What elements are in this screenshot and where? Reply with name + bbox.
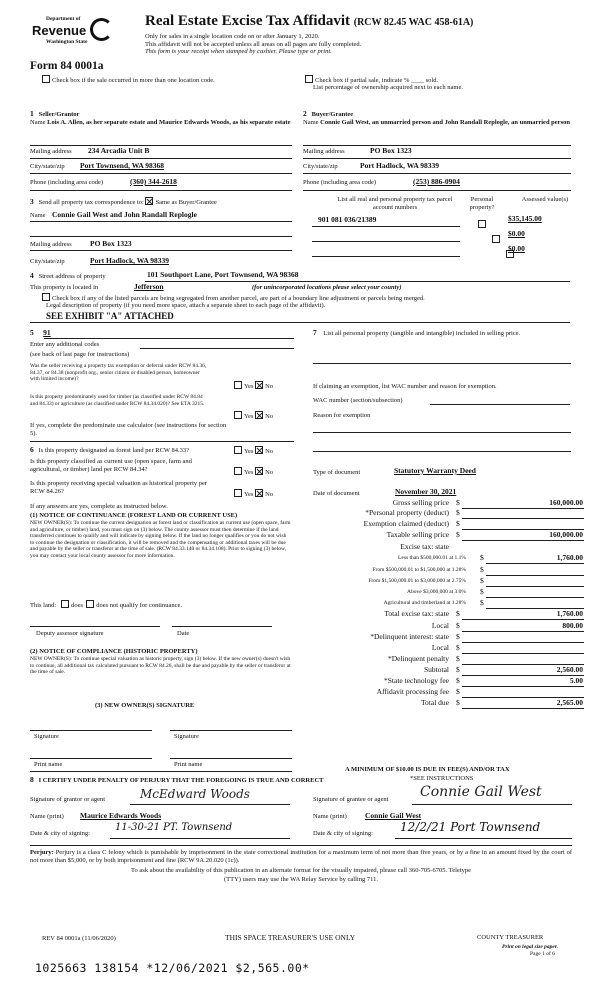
assessed-value-2: $0.00 — [508, 229, 525, 238]
check-segregated-label: Check box if any of the listed parcels are being segregated from another parcel, are part of a boundary line adjustment or parcels being merged. — [52, 295, 425, 302]
s6q2-yes-label: Yes — [244, 469, 254, 476]
notice-1-title: (1) NOTICE OF CONTINUANCE (FOREST LAND OR CURRENT USE) — [30, 512, 238, 519]
section-5-q2-note: If yes, complete the predominate use calculator (see instructions for section 5). — [30, 422, 227, 437]
tax-line-label: Excise tax: state — [400, 542, 449, 551]
located-in-label: This property is located in — [30, 284, 99, 291]
tax-line-label: Total excise tax: state — [384, 609, 449, 618]
section-8-certify: 8 I CERTIFY UNDER PENALTY OF PERJURY THAT THE FOREGOING IS TRUE AND CORRECT — [30, 775, 324, 784]
tax-line-amount: 5.00 — [569, 676, 583, 685]
section-6-q2-answer — [234, 467, 273, 477]
does-not-label: does not qualify for continuance. — [96, 602, 182, 609]
section-6-q3-answer — [234, 489, 273, 499]
buyer-phone-value: (253) 886-0904 — [413, 177, 460, 186]
header-notes — [145, 33, 361, 56]
section-3-city-label: City/state/zip — [30, 258, 65, 265]
doc-type-label: Type of document — [313, 469, 361, 476]
grantor-name-value: Maurice Edwards Woods — [80, 811, 162, 820]
buyer-phone-label: Phone (including area code) — [303, 179, 377, 186]
s6q3-no-label: No — [265, 491, 274, 498]
grantee-name-value: Connie Gail West — [365, 811, 422, 820]
s6q1-yes-checkbox[interactable] — [234, 446, 242, 454]
section-6-q1-answer — [234, 446, 273, 456]
certify-text: I CERTIFY UNDER PENALTY OF PERJURY THAT THE FOREGOING IS TRUE AND CORRECT — [38, 777, 324, 784]
tax-line-label: *Delinquent penalty — [387, 654, 449, 663]
logo-word: Revenue — [32, 23, 87, 38]
deputy-sig-label: Deputy assessor signature — [36, 630, 104, 637]
personal-property-checkbox-1[interactable] — [478, 220, 486, 228]
checkbox-segregated[interactable] — [42, 293, 50, 301]
grantee-signature: Connie Gail West — [420, 784, 542, 800]
q2-yes-checkbox[interactable] — [234, 411, 242, 419]
section-4-row: 4 Street address of property — [30, 271, 106, 280]
same-as-buyer-label: Same as Buyer/Grantee — [155, 199, 217, 206]
dor-logo — [32, 16, 114, 50]
tax-line-amount: 1,760.00 — [556, 553, 583, 562]
header-note-2: This affidavit will not be accepted unless all areas on all pages are fully completed. — [145, 40, 362, 48]
tax-line-label: Local — [431, 643, 449, 652]
parcel-number-1: 901 081 036/21389 — [318, 215, 377, 224]
seller-name-value: Lois A. Allen, as her separate estate and Maurice Edwards Woods, as his separate estate — [47, 119, 291, 126]
assessed-value-col-header: Assessed value(s) — [521, 196, 569, 203]
buyer-city-label: City/state/zip — [303, 163, 338, 170]
section-3-mailing-label: Mailing address — [30, 241, 72, 248]
alt-format-1: To ask about the availability of this publication in an alternate format for the visually impaired, please call 360-705-6705. Teletype — [131, 867, 471, 874]
tax-line-amount: 160,000.00 — [549, 498, 583, 507]
personal-property-checkbox-2[interactable] — [492, 235, 500, 243]
tax-line-amount: 2,565.00 — [556, 698, 583, 707]
seller-city-label: City/state/zip — [30, 163, 65, 170]
owner-signature-label-1: Signature — [34, 733, 59, 740]
s6q3-yes-checkbox[interactable] — [234, 489, 242, 497]
s6q1-no-label: No — [265, 448, 274, 455]
buyer-heading: Buyer/Grantee — [311, 111, 354, 118]
q1-yes-label: Yes — [244, 383, 254, 390]
seller-heading: Seller/Grantor — [38, 111, 80, 118]
section-5-row: 5 91 — [30, 328, 51, 337]
tax-line-dollar: $ — [456, 665, 460, 674]
legal-description-label: Legal description of property (if you need more space, attach a separate sheet to each page of the affidavit). — [46, 302, 326, 309]
checkbox-same-as-buyer[interactable] — [145, 197, 153, 205]
section-6-q3: Is this property receiving special valuation as historical property per RCW 84.26? — [30, 480, 208, 495]
tax-line-label: Total due — [420, 698, 449, 707]
section-5-q2-answer — [234, 411, 273, 421]
tax-line-dollar: $ — [456, 609, 460, 618]
street-address-value: 101 Southport Lane, Port Townsend, WA 98368 — [147, 270, 299, 279]
section-3-mailing-value: PO Box 1323 — [90, 239, 132, 248]
enter-codes-label: Enter any additional codes — [30, 341, 100, 348]
grantor-date-label: Date & city of signing: — [30, 830, 90, 837]
does-not-checkbox[interactable] — [86, 600, 94, 608]
perjury-statement — [30, 849, 572, 864]
tax-line-dollar: $ — [480, 587, 484, 596]
check-multi-location[interactable] — [42, 75, 215, 85]
street-address-label: Street address of property — [38, 273, 106, 280]
s6q2-yes-checkbox[interactable] — [234, 467, 242, 475]
buyer-name-row — [303, 119, 571, 127]
seller-city-value: Port Townsend, WA 98368 — [80, 161, 165, 170]
form-title-text: Real Estate Excise Tax Affidavit — [145, 13, 350, 29]
tax-line-label: From $500,000.01 to $1,500,000 at 1.28% — [372, 567, 466, 573]
does-checkbox[interactable] — [61, 600, 69, 608]
grantor-signature: McEdward Woods — [140, 787, 250, 801]
minimum-fee-note: A MINIMUM OF $10.00 IS DUE IN FEE(S) AND/OR TAX — [345, 766, 510, 773]
tax-line-dollar: $ — [480, 598, 484, 607]
owner-print-name-label-2: Print name — [174, 761, 203, 768]
cashier-stamp: 1025663 138154 *12/06/2021 $2,565.00* — [35, 961, 310, 975]
form-number: Form 84 0001a — [30, 60, 104, 72]
tax-line-label: Subtotal — [423, 665, 449, 674]
tax-line-label: Less than $500,000.01 at 1.1% — [398, 555, 466, 561]
checkbox-multi-location[interactable] — [42, 75, 50, 83]
tax-line-amount: 800.00 — [562, 621, 583, 630]
s6q1-yes-label: Yes — [244, 448, 254, 455]
section-6-q1: 6 Is this property designated as forest land per RCW 84.33? — [30, 445, 190, 454]
rev-number: REV 84 0001a (11/06/2020) — [42, 935, 116, 942]
alt-format-2: (TTY) users may use the WA Relay Service by calling 711. — [224, 876, 378, 883]
tax-line-dollar: $ — [480, 553, 484, 562]
wac-number-label: WAC number (section/subsection) — [313, 397, 403, 404]
grantor-sig-label: Signature of grantor or agent — [30, 796, 106, 803]
tax-line-dollar: $ — [456, 632, 460, 641]
tax-line-dollar: $ — [456, 654, 460, 663]
notice-2-body: NEW OWNER(S): To continue special valuation as historic property, sign (3) below. If the new owner(s) doesn't wish to continue, all additional tax calculated pursuant to RCW 84.26, shall be due and payable by the seller or transferor at the time of sale. — [30, 656, 291, 675]
buyer-name-label: Name — [303, 119, 319, 126]
buyer-mailing-value: PO Box 1323 — [370, 146, 412, 155]
form-title — [145, 13, 473, 30]
assessed-value-3: $0.00 — [508, 244, 525, 253]
check-partial-sale[interactable]: Check box if partial sale, indicate % ____ sold. — [305, 75, 438, 85]
personal-property-col-header: Personal property? — [469, 196, 495, 211]
q2-yes-label: Yes — [244, 413, 254, 420]
check-multi-location-label: Check box if the sale occurred in more than one location code. — [52, 77, 215, 84]
doc-type-value: Statutory Warranty Deed — [394, 466, 476, 475]
parcel-col-header: List all real and personal property tax parcel account numbers — [337, 196, 453, 211]
section-3-row: 3 Send all property tax correspondence to: Same as Buyer/Grantee — [30, 197, 217, 206]
seller-name-label: Name — [30, 119, 46, 126]
section-6-q2: Is this property classified as current use (open space, farm and agricultural, or timber) land per RCW 84.34? — [30, 458, 192, 473]
see-back-label: (see back of last page for instructions) — [30, 351, 130, 358]
land-use-code: 91 — [43, 328, 51, 337]
buyer-mailing-label: Mailing address — [303, 148, 345, 155]
q2-no-checkbox[interactable] — [255, 411, 263, 419]
check-partial-label: Check box if partial sale, indicate % — [315, 77, 410, 84]
q2-no-label: No — [265, 413, 274, 420]
perjury-label: Perjury: — [30, 849, 54, 856]
section-1-heading: 1 Seller/Grantor — [30, 109, 80, 118]
grantee-name-label: Name (print) — [313, 813, 347, 820]
grantor-date-value: 11-30-21 PT. Townsend — [115, 822, 233, 833]
tax-line-dollar: $ — [456, 643, 460, 652]
this-land-row — [30, 600, 182, 610]
q1-no-checkbox[interactable] — [255, 381, 263, 389]
does-label: does — [71, 602, 83, 609]
section-6-q4: If any answers are yes, complete as instructed below. — [30, 503, 168, 510]
check-partial-sold: sold. — [425, 77, 439, 84]
owner-signature-label-2: Signature — [174, 733, 199, 740]
seller-mailing-value: 234 Arcadia Unit B — [88, 146, 150, 155]
located-in-value: Jefferson — [134, 282, 164, 291]
county-treasurer: COUNTY TREASURER — [477, 934, 544, 941]
form-rcw: (RCW 82.45 WAC 458-61A) — [353, 17, 474, 28]
page-number: Page 1 of 6 — [530, 951, 555, 957]
check-partial-list: List percentage of ownership acquired next to each name. — [313, 84, 463, 91]
tax-line-label: *Personal property (deduct) — [365, 508, 449, 517]
doc-date-label: Date of document — [313, 490, 360, 497]
checkbox-partial-sale[interactable] — [305, 75, 313, 83]
header-note-3: This form is your receipt when stamped by cashier. Please type or print. — [145, 48, 332, 55]
treasurer-use: THIS SPACE TREASURER'S USE ONLY — [225, 933, 356, 942]
section-3-city-value: Port Hadlock, WA 98339 — [90, 256, 170, 265]
grantee-sig-label: Signature of grantee or agent — [313, 796, 389, 803]
seller-phone-value: (360) 344-2618 — [130, 177, 177, 186]
reason-exemption-label: Reason for exemption — [313, 412, 371, 419]
tax-line-label: From $1,500,000.01 to $3,000,000 at 2.75% — [368, 578, 466, 584]
tax-line-dollar: $ — [456, 508, 460, 517]
deputy-date-label: Date — [177, 630, 190, 637]
section-5-q1: Was the seller receiving a property tax exemption or deferral under RCW 84.36, 84.37, or 84.38 (nonprofit org., senior citizen or disabled person, homeowner with limited income)? — [30, 363, 207, 382]
tax-line-amount: 1,760.00 — [556, 609, 583, 618]
grantor-name-label: Name (print) — [30, 813, 64, 820]
tax-line-dollar: $ — [480, 565, 484, 574]
notice-3-title: (3) NEW OWNER(S) SIGNATURE — [95, 702, 195, 709]
notice-1-body: NEW OWNER(S): To continue the current designation as forest land or classification as current use (open space, farm and agriculture, or timber) land, you must sign on (3) below. The county assessor must then determine if the land transferred continues to qualify and will indicate by signing below. If the land no longer qualifies or you do not wish to continue the designation or classification, it will be removed and the compensating or additional taxes will be due and payable by the seller or transferor at the time of sale. (RCW 84.33.140 or 84.34.108). Prior to signing (3) below, you may contact your local county assessor for more information. — [30, 520, 291, 559]
logo-dept-line: Department of — [46, 16, 81, 22]
seller-phone-label: Phone (including area code) — [30, 179, 104, 186]
section-2-heading: 2 Buyer/Grantee — [303, 109, 354, 118]
s6q2-no-checkbox[interactable] — [255, 467, 263, 475]
tax-line-label: *Delinquent interest: state — [370, 632, 449, 641]
section-3-name-value: Connie Gail West and John Randall Replogle — [52, 210, 197, 219]
tax-line-label: Affidavit processing fee — [376, 687, 449, 696]
s6q3-yes-label: Yes — [244, 491, 254, 498]
legal-description-value: SEE EXHIBIT "A" ATTACHED — [46, 311, 174, 321]
logo-swoosh-icon — [90, 18, 113, 41]
tax-line-dollar: $ — [456, 519, 460, 528]
logo-state-line: Washington State — [46, 39, 88, 45]
perjury-text: Perjury is a class C felony which is punishable by imprisonment in the state correctional institution for a maximum term of not more than five years, or by a fine in an amount fixed by the court of not more than $5,000, or by both imprisonment and fine (RCW 9A.20.020 (1c)). — [30, 849, 573, 864]
tax-line-dollar: $ — [456, 687, 460, 696]
doc-date-value: November 30, 2021 — [395, 487, 457, 496]
legal-paper-note: Print on legal size paper. — [502, 944, 559, 950]
owner-print-name-label-1: Print name — [34, 761, 63, 768]
tax-line-amount: 2,560.00 — [556, 665, 583, 674]
buyer-name-value: Connie Gail West, an unmarried person and John Randall Replogle, an unmarried person — [320, 119, 570, 126]
see-instructions: *SEE INSTRUCTIONS — [410, 775, 474, 782]
section-7-text: List all personal property (tangible and intangible) included in selling price. — [323, 330, 521, 337]
tax-line-label: Exemption claimed (deduct) — [363, 519, 449, 528]
tax-line-dollar: $ — [456, 530, 460, 539]
seller-name-row — [30, 119, 292, 127]
tax-line-dollar: $ — [480, 576, 484, 585]
located-in-note: (for unincorporated locations please select your county) — [252, 284, 402, 291]
s6q3-no-checkbox[interactable] — [255, 489, 263, 497]
section-3-name-label: Name — [30, 212, 46, 219]
tax-line-amount: 160,000.00 — [549, 530, 583, 539]
q1-no-label: No — [265, 383, 274, 390]
seller-mailing-label: Mailing address — [30, 148, 72, 155]
header-note-1: Only for sales in a single location code on or after January 1, 2020. — [145, 33, 320, 40]
this-land-label: This land: — [30, 602, 57, 609]
section-7-label: 7 List all personal property (tangible and intangible) included in selling price. — [313, 328, 521, 337]
s6q1-no-checkbox[interactable] — [255, 446, 263, 454]
section-6-q1-text: Is this property designated as forest land per RCW 84.33? — [38, 447, 190, 454]
s6q2-no-label: No — [265, 469, 274, 476]
q1-yes-checkbox[interactable] — [234, 381, 242, 389]
buyer-city-value: Port Hadlock, WA 98339 — [360, 161, 440, 170]
tax-line-dollar: $ — [456, 676, 460, 685]
grantee-date-label: Date & city of signing: — [313, 830, 373, 837]
section-5-q1-answer — [234, 381, 273, 391]
tax-line-label: *State technology fee — [384, 676, 449, 685]
grantee-date-value: 12/2/21 Port Townsend — [400, 820, 541, 834]
tax-line-dollar: $ — [456, 621, 460, 630]
tax-line-dollar: $ — [456, 498, 460, 507]
section-3-label: Send all property tax correspondence to: — [38, 199, 144, 206]
tax-line-dollar: $ — [456, 698, 460, 707]
tax-line-label: Above $3,000,000 at 3.0% — [407, 589, 466, 595]
tax-line-label: Gross selling price — [392, 498, 449, 507]
section-5-q2: Is this property predominately used for timber (as classified under RCW 84.84 and 84.33) or agriculture (as classified under RCW 84.34.020)? See ETA 3215. — [30, 394, 205, 407]
seller-mailing-row — [30, 148, 72, 156]
assessed-value-1: $35,145.00 — [508, 214, 542, 223]
notice-2-title: (2) NOTICE OF COMPLIANCE (HISTORIC PROPERTY) — [30, 648, 198, 655]
tax-line-label: Taxable selling price — [386, 530, 449, 539]
tax-line-label: Local — [431, 621, 449, 630]
claim-exemption-label: If claiming an exemption, list WAC number and reason for exemption. — [313, 383, 497, 390]
tax-line-label: Agricultural and timberland at 1.28% — [383, 600, 466, 606]
